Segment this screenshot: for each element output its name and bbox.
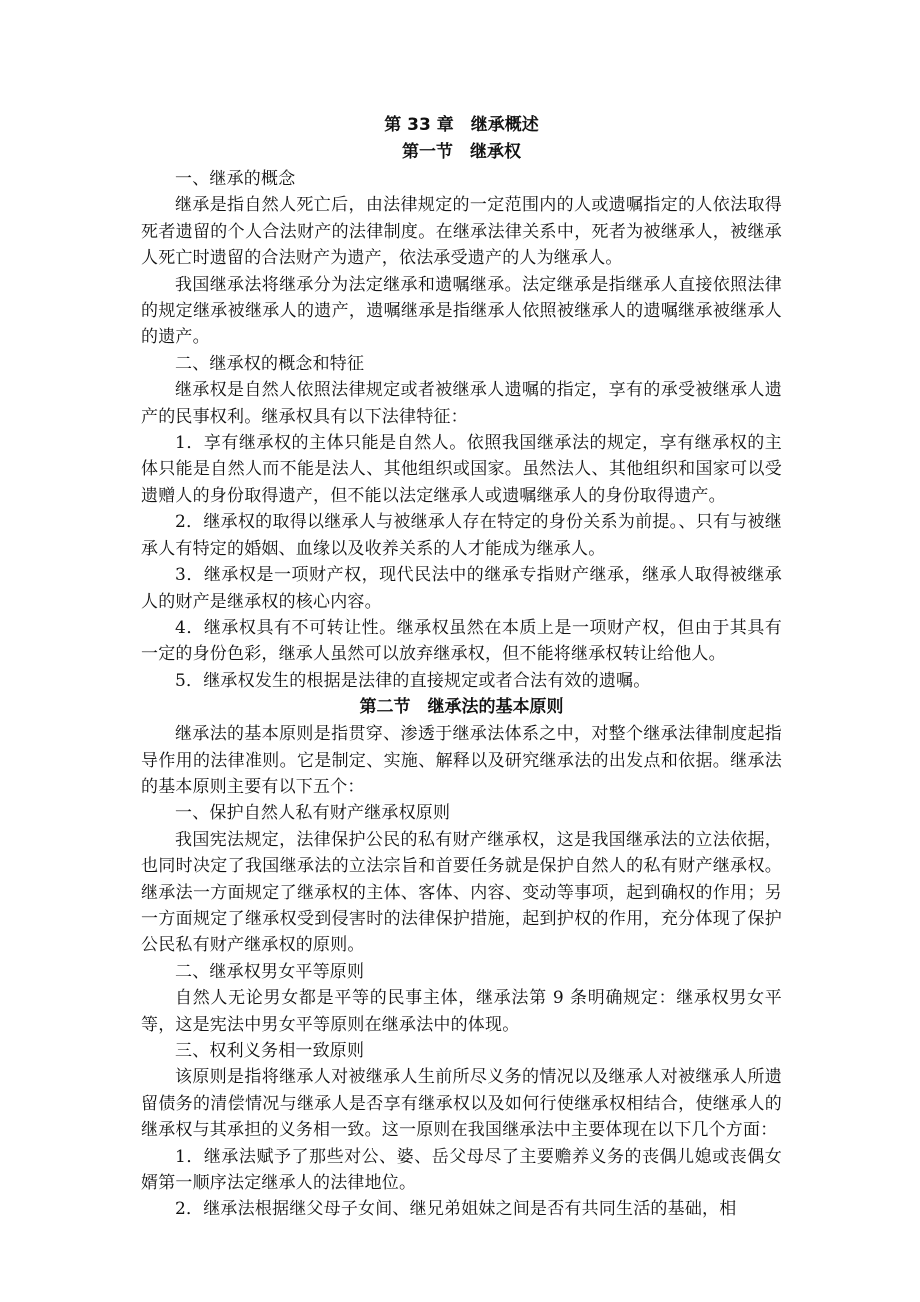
heading-principle-2: 二、继承权男女平等原则: [175, 961, 365, 982]
paragraph: 自然人无论男女都是平等的民事主体，继承法第 9 条明确规定：继承权男女平等，这是宪法中男女平等原则在继承法中的体现。: [141, 988, 782, 1035]
paragraph: 继承法的基本原则是指贯穿、渗透于继承法体系之中，对整个继承法律制度起指导作用的法律准则。它是制定、实施、解释以及研究继承法的出发点和依据。继承法的基本原则主要有以下五个：: [141, 724, 782, 797]
paragraph: 该原则是指将继承人对被继承人生前所尽义务的情况以及继承人对被继承人所遗留债务的清偿情况与继承人是否享有继承权以及如何行使继承权相结合，使继承人的继承权与其承担的义务相一致。这一原则在我国继承法中主要体现在以下几个方面：: [141, 1067, 782, 1141]
list-item: 2．继承法根据继父母子女间、继兄弟姐妹之间是否有共同生活的基础，相: [175, 1199, 737, 1220]
section-1-title: 第一节 继承权: [402, 142, 521, 162]
list-item: 1．继承法赋予了那些对公、婆、岳父母尽了主要赡养义务的丧偶儿媳或丧偶女婿第一顺序法定继承人的法律地位。: [141, 1146, 782, 1194]
heading-right: 二、继承权的概念和特征: [175, 353, 365, 374]
feature-item: 4．继承权具有不可转让性。继承权虽然在本质上是一项财产权，但由于其具有一定的身份色彩，继承人虽然可以放弃继承权，但不能将继承权转让给他人。: [141, 617, 782, 665]
section-2-title: 第二节 继承法的基本原则: [359, 697, 564, 718]
paragraph: 我国宪法规定，法律保护公民的私有财产继承权，这是我国继承法的立法依据，也同时决定了我国继承法的立法宗旨和首要任务就是保护自然人的私有财产继承权。继承法一方面规定了继承权的主体、客体、内容、变动等事项，起到确权的作用；另一方面规定了继承权受到侵害时的法律保护措施，起到护权的作用，充分体现了保护公民私有财产继承权的原则。: [141, 829, 782, 956]
paragraph: 我国继承法将继承分为法定继承和遗嘱继承。法定继承是指继承人直接依照法律的规定继承被继承人的遗产，遗嘱继承是指继承人依照被继承人的遗嘱继承被继承人的遗产。: [141, 274, 782, 348]
heading-concept: 一、继承的概念: [175, 169, 296, 189]
feature-item: 5．继承权发生的根据是法律的直接规定或者合法有效的遗嘱。: [175, 670, 651, 691]
feature-item: 3．继承权是一项财产权，现代民法中的继承专指财产继承，继承人取得被继承人的财产是继承权的核心内容。: [141, 565, 782, 612]
paragraph: 继承权是自然人依照法律规定或者被继承人遗嘱的指定，享有的承受被继承人遗产的民事权利。继承权具有以下法律特征：: [141, 380, 782, 427]
feature-item: 2．继承权的取得以继承人与被继承人存在特定的身份关系为前提。、只有与被继承人有特定的婚姻、血缘以及收养关系的人才能成为继承人。: [141, 512, 782, 559]
heading-principle-1: 一、保护自然人私有财产继承权原则: [175, 803, 451, 824]
paragraph: 继承是指自然人死亡后，由法律规定的一定范围内的人或遗嘱指定的人依法取得死者遗留的个人合法财产的法律制度。在继承法律关系中，死者为被继承人，被继承人死亡时遗留的合法财产为遗产，依法承受遗产的人为继承人。: [141, 195, 782, 269]
heading-principle-3: 三、权利义务相一致原则: [175, 1041, 365, 1061]
chapter-title: 第 33 章 继承概述: [384, 115, 539, 135]
feature-item: 1．享有继承权的主体只能是自然人。依照我国继承法的规定，享有继承权的主体只能是自然人而不能是法人、其他组织或国家。虽然法人、其他组织和国家可以受遗赠人的身份取得遗产，但不能以法定继承人或遗嘱继承人的身份取得遗产。: [141, 433, 782, 506]
